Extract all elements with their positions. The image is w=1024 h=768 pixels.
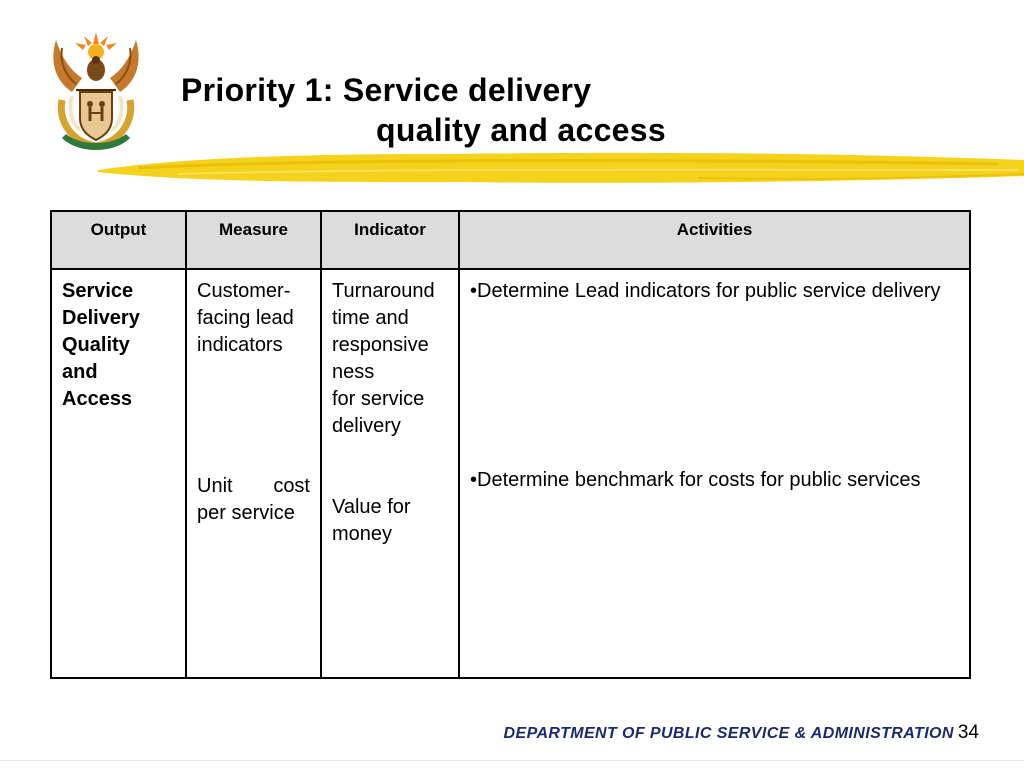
output-cell [51,269,186,678]
activity-text: Determine benchmark for costs for public services [477,469,921,491]
slide-title [181,70,666,150]
activity-item [470,467,959,494]
page-number: 34 [957,722,979,743]
measure-line: Customer- [197,280,291,302]
measure-line: facing lead [197,307,294,329]
indicator-line: for service [332,388,425,410]
indicator-line: Turnaround [332,280,435,302]
bullet: • [470,280,478,302]
measure-word: cost [273,475,310,497]
bullet: • [470,469,478,491]
measure-word: Unit [197,475,233,497]
output-line: Access [62,388,133,410]
slide-footer [504,722,979,744]
activity-item [470,278,959,305]
indicator-line: responsive [332,334,429,356]
output-line: and [62,361,98,383]
measure-line: indicators [197,334,283,356]
department-name: DEPARTMENT OF PUBLIC SERVICE & ADMINISTRATION [503,725,954,742]
column-header-measure: Measure [186,211,321,269]
indicator-line: ness [332,361,375,383]
yellow-brush-stroke-divider [98,148,1024,190]
indicator-line: delivery [332,415,401,437]
slide-title-line-2: quality and access [376,112,666,148]
table-row [51,269,970,678]
priority-table [50,210,971,679]
output-line: Quality [62,334,130,356]
column-header-indicator: Indicator [321,211,459,269]
indicator-line: Value for [332,496,411,518]
activity-text: Determine Lead indicators for public service delivery [477,280,941,302]
indicator-line: money [332,523,393,545]
column-header-output: Output [51,211,186,269]
table-header-row [51,211,970,269]
output-line: Service [62,280,134,302]
measure-line-justified [197,473,310,500]
indicator-line: time and [332,307,409,329]
measure-line: per service [197,502,295,524]
output-line: Delivery [62,307,140,329]
indicator-cell [321,269,459,678]
coat-of-arms-icon [48,30,144,156]
slide-title-line-1: Priority 1: Service delivery [181,72,592,108]
measure-cell [186,269,321,678]
bottom-divider [0,760,1024,761]
activities-cell [459,269,970,678]
column-header-activities: Activities [459,211,970,269]
